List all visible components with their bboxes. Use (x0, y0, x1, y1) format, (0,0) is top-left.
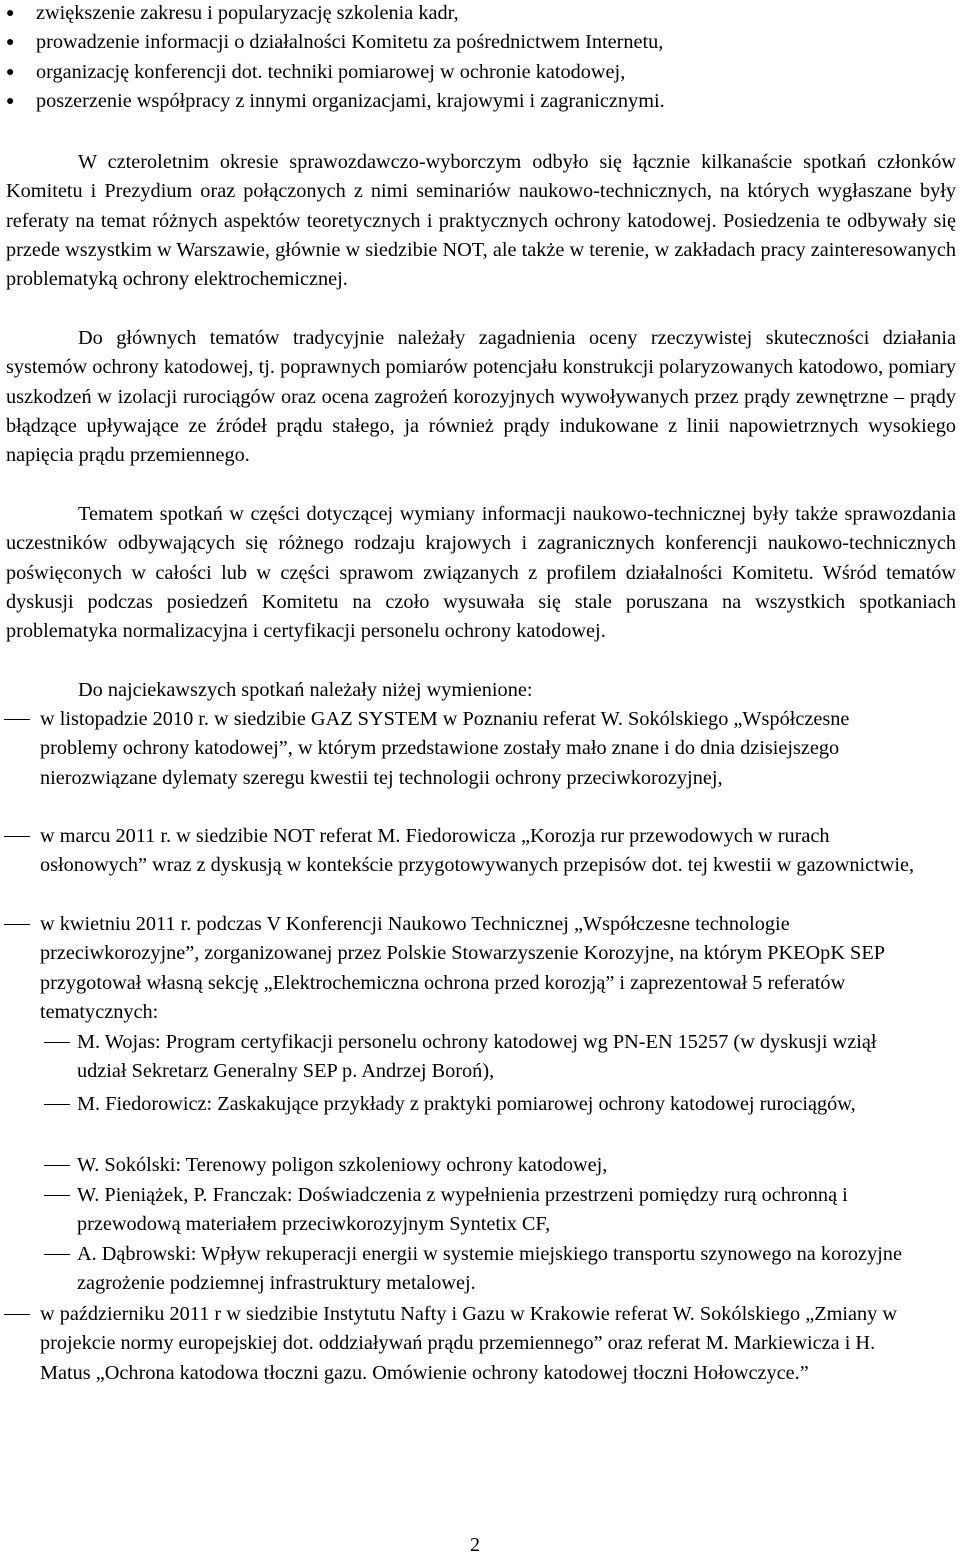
sub-list-item: W. Pieniążek, P. Franczak: Doświadczenia z wypełnienia przestrzeni pomiędzy rurą ochronną i przewodową materiałem przeciwkorozyjnym Syntetix CF, (77, 1184, 848, 1236)
list-item: w listopadzie 2010 r. w siedzibie GAZ SYSTEM w Poznaniu referat W. Sokólskiego „Współczesne problemy ochrony katodowej”, w którym przedstawione zostały mało znane i do dnia dzisiejszego nierozwiązane dylematy szeregu kwestii tej technologii ochrony przeciwkorozyjnej, (40, 708, 850, 789)
sub-list-item: M. Wojas: Program certyfikacji personelu ochrony katodowej wg PN-EN 15257 (w dyskusji wziął udział Sekretarz Generalny SEP p. Andrzej Boroń), (77, 1031, 877, 1083)
list-item: w marcu 2011 r. w siedzibie NOT referat M. Fiedorowicza „Korozja rur przewodowych w rurach osłonowych” wraz z dyskusją w kontekście przygotowywanych przepisów dot. tej kwestii w gazownictwie, (40, 825, 915, 877)
bullet-item: ● organizację konferencji dot. techniki pomiarowej w ochronie katodowej, (0, 58, 940, 87)
paragraph-meetings: W czteroletnim okresie sprawozdawczo-wyborczym odbyło się łącznie kilkanaście spotkań członków Komitetu i Prezydium oraz połączonych z nimi seminariów naukowo-technicznych, na których wygłaszane były referaty na temat różnych aspektów teoretycznych i praktycznych ochrony katodowej. Posiedzenia te odbywały się przede wszystkim w Warszawie, głównie w siedzibie NOT, ale także w terenie, w zakładach pracy zainteresowanych problematyką ochrony elektrochemicznej. (6, 151, 956, 291)
bullet-list (0, 0, 940, 116)
bullet-icon: ● (6, 6, 15, 21)
paragraph-highlights-intro: Do najciekawszych spotkań należały niżej wymienione: (78, 679, 533, 701)
bullet-icon: ● (6, 93, 15, 109)
bullet-icon: ● (6, 64, 15, 80)
list-item: w październiku 2011 r w siedzibie Instytutu Nafty i Gazu w Krakowie referat W. Sokólskiego „Zmiany w projekcie normy europejskiej dot. oddziaływań prądu przemiennego” oraz referat M. Markiewicza i H. Matus „Ochrona katodowa tłoczni gazu. Omówienie ochrony katodowej tłoczni Hołowczyce.” (40, 1303, 898, 1384)
page-number: 2 (470, 1534, 480, 1556)
sub-list-item: A. Dąbrowski: Wpływ rekuperacji energii w systemie miejskiego transportu szynowego na korozyjne zagrożenie podziemnej infrastruktury metalowej. (77, 1243, 902, 1295)
list-item: w kwietniu 2011 r. podczas V Konferencji Naukowo Technicznej „Współczesne technologie przeciwkorozyjne”, zorganizowanej przez Polskie Stowarzyszenie Korozyjne, na którym PKEOpK SEP przygotował własną sekcję „Elektrochemiczna ochrona przed korozją” i zaprezentował 5 referatów tematycznych: (40, 913, 885, 1023)
bullet-item: ● poszerzenie współpracy z innymi organizacjami, krajowymi i zagranicznymi. (0, 87, 940, 116)
sub-list-item: W. Sokólski: Terenowy poligon szkoleniowy ochrony katodowej, (77, 1154, 608, 1176)
paragraph-reports: Tematem spotkań w części dotyczącej wymiany informacji naukowo-technicznej były także sprawozdania uczestników odbywających się różnego rodzaju krajowych i zagranicznych konferencji naukowo-technicznych poświęconych w całości lub w części sprawom związanych z profilem działalności Komitetu. Wśród tematów dyskusji podczas posiedzeń Komitetu na czoło wysuwała się stale poruszana na wszystkich spotkaniach problematyka normalizacyjna i certyfikacji personelu ochrony katodowej. (6, 503, 956, 643)
bullet-icon: ● (6, 35, 15, 51)
sub-list-item: M. Fiedorowicz: Zaskakujące przykłady z praktyki pomiarowej ochrony katodowej rurociągów, (77, 1093, 856, 1115)
paragraph-topics: Do głównych tematów tradycyjnie należały zagadnienia oceny rzeczywistej skuteczności działania systemów ochrony katodowej, tj. poprawnych pomiarów potencjału konstrukcji polaryzowanych katodowo, pomiary uszkodzeń w izolacji rurociągów oraz ocena zagrożeń korozyjnych wywoływanych przez prądy zewnętrzne – prądy błądzące upływające ze źródeł prądu stałego, ja również prądy indukowane z linii napowietrznych wysokiego napięcia prądu przemiennego. (6, 327, 956, 467)
bullet-item: ● prowadzenie informacji o działalności Komitetu za pośrednictwem Internetu, (0, 28, 940, 57)
bullet-item: ● zwiększenie zakresu i popularyzację szkolenia kadr, (0, 0, 940, 28)
